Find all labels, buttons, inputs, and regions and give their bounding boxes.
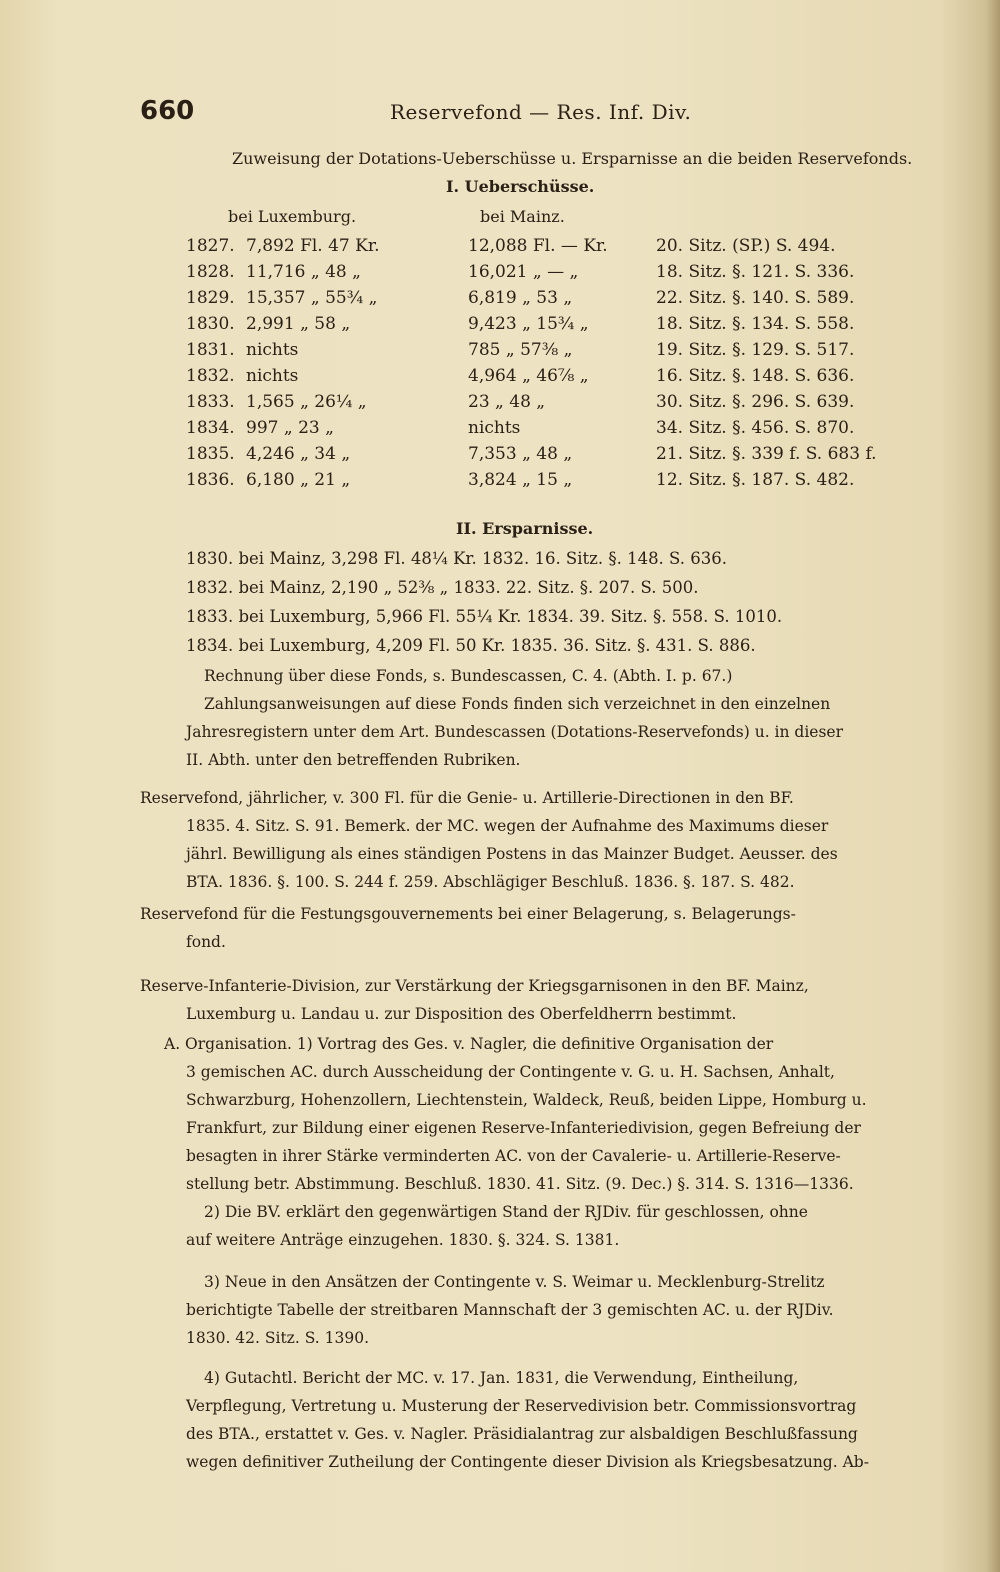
page-edge-shadow [986, 0, 1000, 1572]
entry-reservefond-festung [140, 900, 950, 956]
page-header [140, 96, 880, 136]
subentry-line: Verpflegung, Vertretung u. Musterung der Reservedivision betr. Commissionsvortrag [186, 1397, 857, 1415]
page-number: 660 [140, 96, 195, 126]
entry-line: Reservefond, jährlicher, v. 300 Fl. für die Genie- u. Artillerie-Directionen in den BF. [140, 789, 794, 807]
ersparnisse-line: 1834. bei Luxemburg, 4,209 Fl. 50 Kr. 1835. 36. Sitz. §. 431. S. 886. [186, 636, 756, 655]
section-heading-ersparnisse: II. Ersparnisse. [456, 519, 594, 538]
entry-line: jährl. Bewilligung als eines ständigen Postens in das Mainzer Budget. Aeusser. des [186, 845, 838, 863]
entry-line: BTA. 1836. §. 100. S. 244 f. 259. Abschlägiger Beschluß. 1836. §. 187. S. 482. [186, 873, 795, 891]
subentry-line: wegen definitiver Zutheilung der Contingente dieser Division als Kriegsbesatzung. Ab- [186, 1453, 869, 1471]
section-heading-ueberschuesse: I. Ueberschüsse. [446, 177, 595, 196]
ueberschuesse-table: 1827. 7,892 Fl. 47 Kr. 12,088 Fl. — Kr. 20. Sitz. (SP.) S. 494. 1828. 11,716 „ 48 „ 16,021 „ — „ 18. Sitz. §. 121. S. 336. 1829. 15,357 „ 55¾ „ 6,819 „ 53 „ 22. Sitz. §. 140. S. 589. 1830. 2,991 „ 58 „ 9,423 „ 15¾ „ 18. Sitz. §. 134. S. 558. 1831. nichts 785 „ 57⅜ „ 19. Sitz. §. 129. S. 517. 1832. nichts 4,964 „ 46⅞ „ 16. Sitz. §. 148. S. 636. 1833. 1,565 „ 26¼ „ 23 „ 48 „ 30. Sitz. §. 296. S. 639. 1834. 997 „ 23 „ nichts 34. Sitz. §. 456. S. 870. 1835. 4,246 „ 34 „ 7,353 „ 48 „ 21. Sitz. §. 339 f. S. 683 f. 1836. 6,180 „ 21 „ 3,824 „ 15 „ 12. Sitz. §. 187. S. 482. [186, 236, 877, 490]
subentry-line: 1830. 42. Sitz. S. 1390. [186, 1329, 369, 1347]
entry-line: 1835. 4. Sitz. S. 91. Bemerk. der MC. wegen der Aufnahme des Maximums dieser [186, 817, 829, 835]
subentry-organisation-3 [186, 1268, 956, 1352]
running-head: Reservefond — Res. Inf. Div. [390, 100, 692, 124]
note-line: Rechnung über diese Fonds, s. Bundescassen, C. 4. (Abth. I. p. 67.) [204, 667, 733, 685]
column-header-mainz: bei Mainz. [480, 207, 565, 226]
subentry-line: A. Organisation. 1) Vortrag des Ges. v. Nagler, die definitive Organisation der [164, 1035, 774, 1053]
subentry-line: stellung betr. Abstimmung. Beschluß. 1830. 41. Sitz. (9. Dec.) §. 314. S. 1316—1336. [186, 1175, 854, 1193]
entry-line: Reservefond für die Festungsgouvernements bei einer Belagerung, s. Belagerungs- [140, 905, 796, 923]
ersparnisse-line: 1832. bei Mainz, 2,190 „ 52⅜ „ 1833. 22. Sitz. §. 207. S. 500. [186, 578, 699, 597]
subentry-line: 4) Gutachtl. Bericht der MC. v. 17. Jan. 1831, die Verwendung, Eintheilung, [204, 1369, 799, 1387]
entry-line: Luxemburg u. Landau u. zur Disposition des Oberfeldherrn bestimmt. [186, 1005, 737, 1023]
subentry-line: besagten in ihrer Stärke verminderten AC. von der Cavalerie- u. Artillerie-Reserve- [186, 1147, 841, 1165]
ersparnisse-line: 1833. bei Luxemburg, 5,966 Fl. 55¼ Kr. 1834. 39. Sitz. §. 558. S. 1010. [186, 607, 783, 626]
subentry-line: des BTA., erstattet v. Ges. v. Nagler. Präsidialantrag zur alsbaldigen Beschlußfassung [186, 1425, 858, 1443]
subentry-organisation-4 [186, 1364, 956, 1476]
entry-line: Reserve-Infanterie-Division, zur Verstärkung der Kriegsgarnisonen in den BF. Mainz, [140, 977, 809, 995]
note-line: II. Abth. unter den betreffenden Rubriken. [186, 751, 521, 769]
notes-block [186, 662, 946, 774]
entry-line: fond. [186, 933, 226, 951]
note-line: Jahresregistern unter dem Art. Bundescassen (Dotations-Reservefonds) u. in dieser [186, 723, 844, 741]
subentry-line: Frankfurt, zur Bildung einer eigenen Reserve-Infanteriedivision, gegen Befreiung der [186, 1119, 861, 1137]
entry-reservefond-jaehrlich [140, 784, 950, 896]
table-title: Zuweisung der Dotations-Ueberschüsse u. Ersparnisse an die beiden Reservefonds. [232, 149, 913, 168]
note-line: Zahlungsanweisungen auf diese Fonds finden sich verzeichnet in den einzelnen [204, 695, 831, 713]
column-header-luxemburg: bei Luxemburg. [228, 207, 357, 226]
subentry-organisation-2 [186, 1198, 956, 1254]
subentry-line: 3 gemischen AC. durch Ausscheidung der Contingente v. G. u. H. Sachsen, Anhalt, [186, 1063, 835, 1081]
subentry-line: 2) Die BV. erklärt den gegenwärtigen Stand der RJDiv. für geschlossen, ohne [204, 1203, 808, 1221]
subentry-line: berichtigte Tabelle der streitbaren Mannschaft der 3 gemischten AC. u. der RJDiv. [186, 1301, 834, 1319]
entry-reserve-infanterie-division [140, 972, 950, 1028]
ersparnisse-line: 1830. bei Mainz, 3,298 Fl. 48¼ Kr. 1832. 16. Sitz. §. 148. S. 636. [186, 549, 727, 568]
subentry-line: auf weitere Anträge einzugehen. 1830. §. 324. S. 1381. [186, 1231, 620, 1249]
subentry-line: 3) Neue in den Ansätzen der Contingente v. S. Weimar u. Mecklenburg-Strelitz [204, 1273, 825, 1291]
subentry-organisation-1 [164, 1030, 954, 1198]
subentry-line: Schwarzburg, Hohenzollern, Liechtenstein, Waldeck, Reuß, beiden Lippe, Homburg u. [186, 1091, 867, 1109]
